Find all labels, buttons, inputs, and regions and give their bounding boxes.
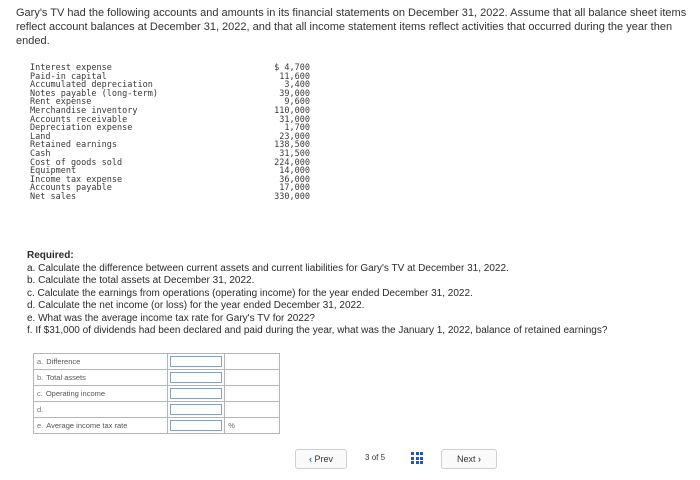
answer-row [34,418,280,434]
account-amount: 36,000 [279,174,310,185]
account-amount: 31,500 [279,148,310,159]
account-amount: 3,400 [284,80,310,91]
answer-input[interactable] [170,356,223,367]
answer-unit [225,354,280,370]
page-of: of [371,453,379,462]
answer-input[interactable] [170,404,223,415]
required-section [27,250,687,338]
prev-button[interactable] [295,449,347,469]
account-name: Accounts payable [30,183,112,194]
answer-tag: b. [37,373,44,382]
answer-label: Total assets [46,373,86,382]
account-name: Equipment [30,166,77,177]
required-item-a: a. Calculate the difference between current assets and current liabilities for Gary's TV at December 31, 2022. [27,262,509,274]
required-item-c: c. Calculate the earnings from operations (operating income) for the year ended December 31, 2022. [27,287,473,299]
required-item-e: e. What was the average income tax rate for Gary's TV for 2022? [27,312,315,324]
answer-tag: c. [37,389,43,398]
account-amount: 39,000 [279,88,310,99]
prev-label: Prev [314,454,334,464]
next-button[interactable] [441,449,497,469]
answer-tag: a. [37,357,44,366]
account-name: Cost of goods sold [30,157,123,168]
answer-unit [225,370,280,386]
account-name: Depreciation expense [30,123,133,134]
answer-input-cell [167,370,225,386]
chevron-right-icon: › [478,454,482,464]
account-amount: 14,000 [279,166,310,177]
answer-row [34,370,280,386]
answer-input-cell [167,354,225,370]
account-amount: 138,500 [274,140,310,151]
account-amount: 110,000 [274,105,310,116]
answer-input[interactable] [170,388,223,399]
account-amount: 11,600 [279,71,310,82]
answer-label: Operating income [45,389,106,398]
account-amount: $ 4,700 [274,63,310,73]
answer-unit: % [225,418,280,434]
account-amount: 23,000 [279,131,310,142]
account-name: Accumulated depreciation [30,80,153,91]
answer-label-cell [34,386,168,402]
answer-table [33,353,280,434]
account-amount: 9,600 [284,97,310,108]
answer-input[interactable] [170,372,223,383]
answer-tag: d. [37,405,44,414]
answer-label-cell [34,354,168,370]
account-amount: 31,000 [279,114,310,125]
account-row [30,124,310,133]
account-amount: 330,000 [274,191,310,202]
answer-unit [225,386,280,402]
answer-unit [225,402,280,418]
account-name: Rent expense [30,97,92,108]
answer-label-cell [34,370,168,386]
page-indicator [365,453,385,462]
account-name: Merchandise inventory [30,105,138,116]
account-amount: 224,000 [274,157,310,168]
intro-text: Gary's TV had the following accounts and amounts in its financial statements on December 31, 2022. Assume that all balance sheet items reflect account balances at December 31, 2022, and that all income statement items reflect activities that occurred during the year then ended. [16,7,687,47]
required-item-b: b. Calculate the total assets at December 31, 2022. [27,275,255,286]
answer-label-cell [34,418,168,434]
accounts-list [30,64,310,202]
answer-input[interactable] [170,420,223,431]
account-row [30,193,310,202]
required-heading: Required: [27,250,74,261]
answer-row [34,354,280,370]
account-name: Net sales [30,191,77,202]
page-current: 3 [365,453,370,462]
answer-input-cell [167,418,225,434]
pagination-nav [295,449,505,471]
account-name: Income tax expense [30,174,123,185]
answer-label: Average income tax rate [46,421,128,430]
grid-icon[interactable] [411,452,423,464]
next-label: Next [456,454,476,464]
answer-label: Difference [46,357,81,366]
required-item-d: d. Calculate the net income (or loss) for the year ended December 31, 2022. [27,300,365,311]
answer-input-cell [167,386,225,402]
answer-row [34,402,280,418]
answer-row [34,386,280,402]
account-amount: 1,700 [284,123,310,134]
account-amount: 17,000 [279,183,310,194]
account-name: Paid-in capital [30,71,107,82]
answer-input-cell [167,402,225,418]
answer-tag: e. [37,421,44,430]
account-name: Notes payable (long-term) [30,88,158,99]
chevron-left-icon: ‹ [308,454,312,464]
account-name: Land [30,131,51,142]
account-name: Retained earnings [30,140,117,151]
account-row [30,141,310,150]
required-item-f: f. If $31,000 of dividends had been declared and paid during the year, what was the January 1, 2022, balance of retained earnings? [27,325,608,336]
account-name: Interest expense [30,63,112,73]
account-name: Cash [30,148,51,159]
answer-label-cell [34,402,168,418]
page-total: 5 [380,453,386,462]
account-name: Accounts receivable [30,114,128,125]
